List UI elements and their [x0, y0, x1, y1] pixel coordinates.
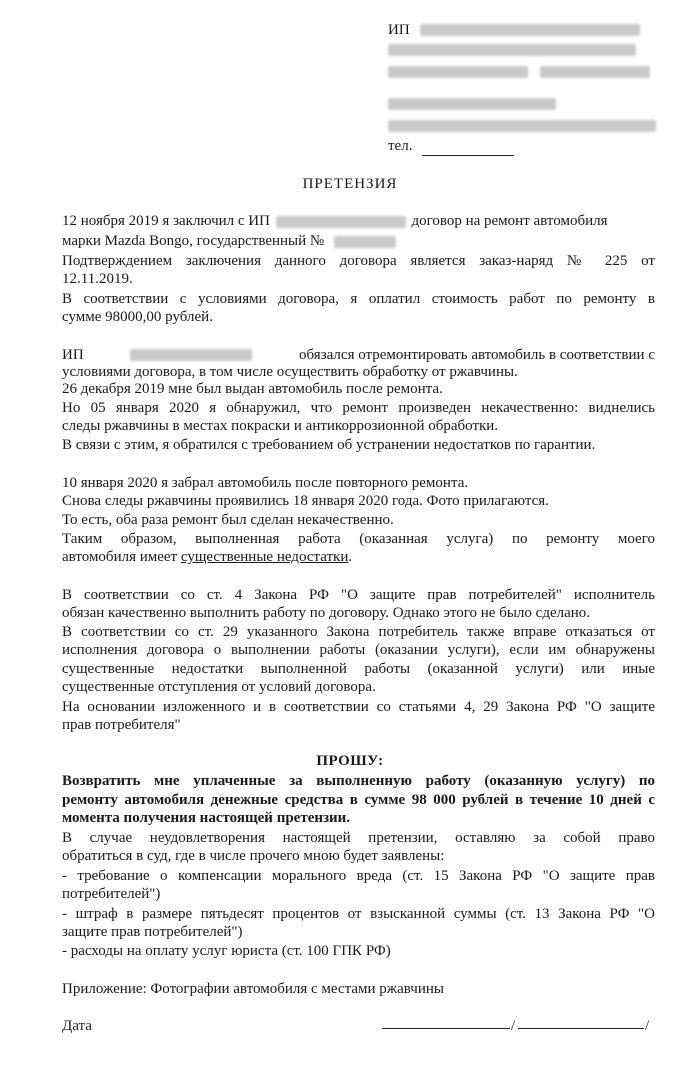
p7-line: В связи с этим, я обратился с требованием об устранении недостатков по гарантии. [62, 437, 596, 453]
p9-line: Снова следы ржавчины проявились 18 января 2020 года. Фото прилагаются. [62, 493, 549, 509]
p4-line2: условиями договора, в том числе осуществить обработку от ржавчины. [62, 364, 518, 380]
p13-line2: исполнения договора о выполнении работы (оказании услуги), если им обнаружены [62, 642, 655, 658]
p3-line1: В соответствии с условиями договора, я оплатил стоимость работ по ремонту в [62, 291, 655, 307]
redacted-plate-number [334, 236, 396, 248]
p8-line: 10 января 2020 я забрал автомобиль после повторного ремонта. [62, 475, 469, 491]
redacted-ip-line [388, 44, 636, 56]
p4-text-a1: ИП [62, 347, 84, 363]
redacted-ip-line [540, 66, 650, 78]
header-ip-label: ИП [388, 22, 410, 38]
request-heading: ПРОШУ: [316, 753, 384, 769]
date-label: Дата [62, 1018, 92, 1034]
court-line2: обратиться в суд, где в числе прочего мною будет заявлены: [62, 848, 445, 864]
signature-slash: / [511, 1018, 516, 1034]
p2-line1: Подтверждением заключения данного договора является заказ-наряд № 225 от [62, 253, 655, 269]
p14-line2: прав потребителя" [62, 717, 181, 733]
redacted-ip-line [388, 66, 528, 78]
p13-line4: существенные отступления от условий договора. [62, 679, 376, 695]
name-line [518, 1014, 644, 1029]
p6-line2: следы ржавчины в местах покраски и антикоррозионной обработки. [62, 418, 499, 434]
claim-item-fine-line1: - штраф в размере пятьдесят процентов от взысканной суммы (ст. 13 Закона РФ "О [62, 906, 655, 922]
p4-text-a2: обязался отремонтировать автомобиль в соответствии с [299, 347, 655, 363]
p13-line1: В соответствии со ст. 29 указанного Закона потребитель также вправе отказаться от [62, 624, 655, 640]
request-bold-line2: ремонту автомобиля денежные средства в сумме 98 000 рублей в течение 10 дней с [62, 792, 655, 808]
header-tel [388, 136, 514, 156]
p5-line: 26 декабря 2019 мне был выдан автомобиль после ремонта. [62, 381, 443, 397]
p11-line1: Таким образом, выполненная работа (оказанная услуга) по ремонту моего [62, 531, 655, 547]
redacted-sender-line [388, 120, 656, 132]
redacted-ip-name [130, 349, 252, 361]
header-tel-label: тел. [388, 138, 413, 154]
redacted-ip-name [420, 24, 640, 36]
redacted-sender-line [388, 98, 556, 110]
claim-item-lawyer: - расходы на оплату услуг юриста (ст. 100 ГПК РФ) [62, 943, 391, 959]
request-bold-line3: момента получения настоящей претензии. [62, 810, 351, 826]
p13-line3: существенные недостатки выполненной работы (оказанной услуги) или иные [62, 661, 655, 677]
p11-text-b3: . [348, 549, 353, 565]
p1-text-b: договор на ремонт автомобиля [411, 213, 608, 229]
p10-line: То есть, оба раза ремонт был сделан некачественно. [62, 512, 394, 528]
appendix-line: Приложение: Фотографии автомобиля с местами ржавчины [62, 981, 444, 997]
court-line1: В случае неудовлетворения настоящей претензии, оставляю за собой право [62, 830, 655, 846]
p11-line2 [62, 547, 352, 567]
claim-item-moral-line2: потребителей") [62, 886, 161, 902]
claim-item-fine-line2: защите прав потребителей") [62, 924, 243, 940]
p3-line2: сумме 98000,00 рублей. [62, 309, 213, 325]
p1-text-a: 12 ноября 2019 я заключил с ИП [62, 213, 270, 229]
p1-text-c: марки Mazda Bongo, государственный № [62, 233, 325, 249]
p1-line1 [62, 211, 608, 231]
document-title: ПРЕТЕНЗИЯ [302, 176, 398, 192]
p11-underlined-defects: существенные недостатки [180, 549, 349, 565]
p14-line1: На основании изложенного и в соответствии со статьями 4, 29 Закона РФ "О защите [62, 699, 655, 715]
p11-text-b1: автомобиля имеет [62, 549, 178, 565]
signature-line [382, 1014, 510, 1029]
p12-line2: обязан качественно выполнить работу по договору. Однако этого не было сделано. [62, 605, 591, 621]
p6-line1: Но 05 января 2020 я обнаружил, что ремонт произведен некачественно: виднелись [62, 400, 655, 416]
claim-item-moral-line1: - требование о компенсации морального вреда (ст. 15 Закона РФ "О защите прав [62, 868, 655, 884]
p1-line2 [62, 231, 396, 251]
redacted-ip-name [276, 216, 406, 228]
request-bold-line1: Возвратить мне уплаченные за выполненную работу (оказанную услугу) по [62, 773, 655, 789]
p2-line2: 12.11.2019. [62, 271, 133, 287]
p12-line1: В соответствии со ст. 4 Закона РФ "О защите прав потребителей" исполнитель [62, 587, 655, 603]
name-slash: / [645, 1018, 650, 1034]
tel-blank-line [422, 141, 514, 156]
